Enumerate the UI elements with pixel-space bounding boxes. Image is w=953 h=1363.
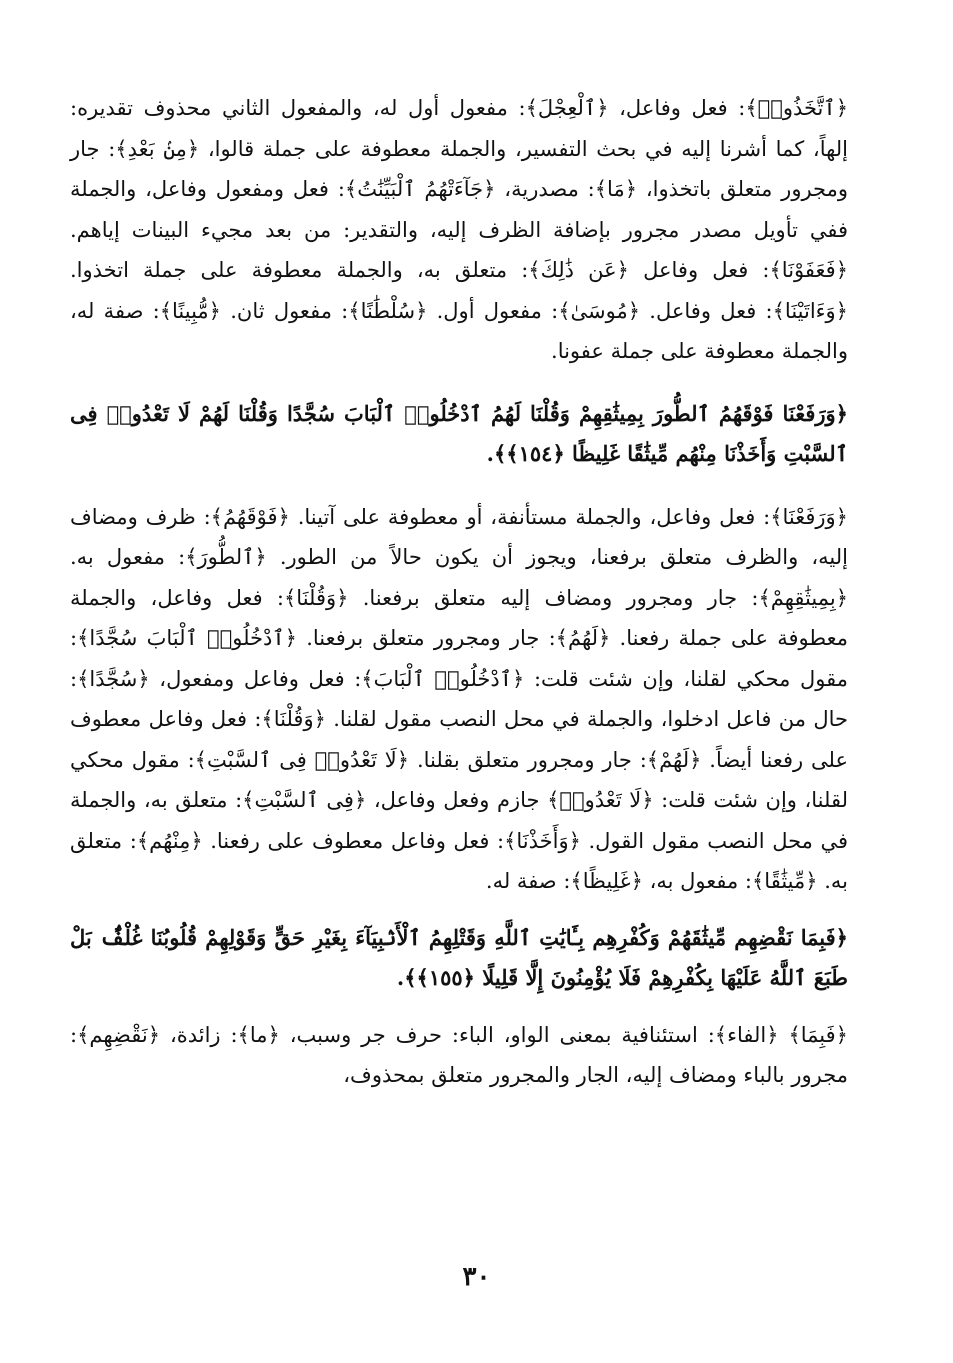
quran-verse-155: ﴿فَبِمَا نَقْضِهِم مِّيثَٰقَهُمْ وَكُفْرِهِم بِـَٔايَٰتِ ٱللَّهِ وَقَتْلِهِمُ ٱلْأَنۢبِيَآءَ بِغَيْرِ حَقٍّ وَقَوْلِهِمْ قُلُوبُنَا غُلْفٌۢ بَلْ طَبَعَ ٱللَّهُ عَلَيْهَا بِكُفْرِهِمْ فَلَا يُؤْمِنُونَ إِلَّا قَلِيلًا ﴿١٥٥﴾﴾. <box>70 924 848 990</box>
page-body <box>70 88 848 1096</box>
i-rab-paragraph-3: ﴿فَبِمَا﴾ ﴿الفاء﴾: استئنافية بمعنى الواو، الباء: حرف جر وسبب، ﴿ما﴾: زائدة، ﴿نَقْضِهِم﴾: مجرور بالباء ومضاف إليه، الجار والمجرور متعلق بمحذوف، <box>70 1022 848 1087</box>
i-rab-paragraph-2: ﴿وَرَفَعْنَا﴾: فعل وفاعل، والجملة مستأنفة، أو معطوفة على آتينا. ﴿فَوْقَهُمُ﴾: ظرف ومضاف إليه، والظرف متعلق برفعنا، ويجوز أن يكون حالاً من الطور. ﴿ٱلطُّورَ﴾: مفعول به. ﴿بِمِيثَٰقِهِمْ﴾: جار ومجرور ومضاف إليه متعلق برفعنا. ﴿وَقُلْنَا﴾: فعل وفاعل، والجملة معطوفة على جملة رفعنا. ﴿لَهُمُ﴾: جار ومجرور متعلق برفعنا. ﴿ٱدْخُلُوا۟ ٱلْبَابَ سُجَّدًا﴾: مقول محكي لقلنا، وإن شئت قلت: ﴿ٱدْخُلُوا۟ ٱلْبَابَ﴾: فعل وفاعل ومفعول، ﴿سُجَّدًا﴾: حال من فاعل ادخلوا، والجملة في محل النصب مقول لقلنا. ﴿وَقُلْنَا﴾: فعل وفاعل معطوف على رفعنا أيضاً. ﴿لَهُمْ﴾: جار ومجرور متعلق بقلنا. ﴿لَا تَعْدُوا۟ فِى ٱلسَّبْتِ﴾: مقول محكي لقلنا، وإن شئت قلت: ﴿لَا تَعْدُوا۟﴾ جازم وفعل وفاعل، ﴿فِى ٱلسَّبْتِ﴾: متعلق به، والجملة في محل النصب مقول القول. ﴿وَأَخَذْنَا﴾: فعل وفاعل معطوف على رفعنا. ﴿مِنْهُم﴾: متعلق به. ﴿مِّيثَٰقًا﴾: مفعول به، ﴿غَلِيظًا﴾: صفة له. <box>70 504 848 893</box>
quran-verse-154: ﴿وَرَفَعْنَا فَوْقَهُمُ ٱلطُّورَ بِمِيثَٰقِهِمْ وَقُلْنَا لَهُمُ ٱدْخُلُوا۟ ٱلْبَابَ سُجَّدًا وَقُلْنَا لَهُمْ لَا تَعْدُوا۟ فِى ٱلسَّبْتِ وَأَخَذْنَا مِنْهُم مِّيثَٰقًا غَلِيظًا ﴿١٥٤﴾﴾. <box>70 400 848 466</box>
page-number: ٣٠ <box>462 1262 491 1292</box>
i-rab-paragraph-1: ﴿ٱتَّخَذُوا۟﴾: فعل وفاعل، ﴿ٱلْعِجْلَ﴾: مفعول أول له، والمفعول الثاني محذوف تقديره: إلهاً، كما أشرنا إليه في بحث التفسير، والجملة معطوفة على جملة قالوا، ﴿مِنۢ بَعْدِ﴾: جار ومجرور متعلق باتخذوا، ﴿مَا﴾: مصدرية، ﴿جَآءَتْهُمُ ٱلْبَيِّنَٰتُ﴾: فعل ومفعول وفاعل، والجملة ففي تأويل مصدر مجرور بإضافة الظرف إليه، والتقدير: من بعد مجيء البينات إياهم. ﴿فَعَفَوْنَا﴾: فعل وفاعل ﴿عَن ذَٰلِكَ﴾: متعلق به، والجملة معطوفة على جملة اتخذوا. ﴿وَءَاتَيْنَا﴾: فعل وفاعل. ﴿مُوسَىٰ﴾: مفعول أول. ﴿سُلْطَٰنًا﴾: مفعول ثان. ﴿مُّبِينًا﴾: صفة له، والجملة معطوفة على جملة عفونا. <box>70 96 848 363</box>
